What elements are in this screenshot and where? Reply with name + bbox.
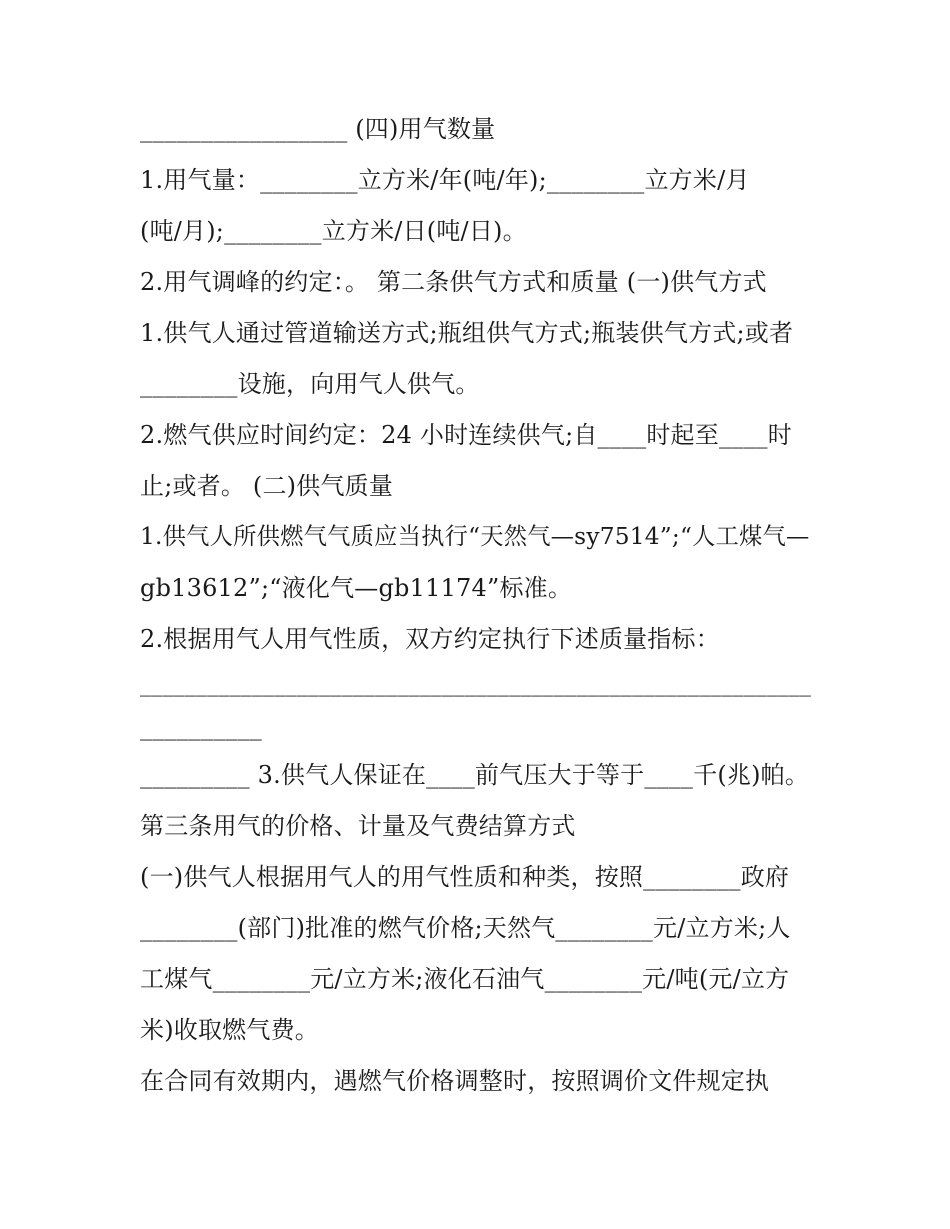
text-line: _________________ (四)用气数量 bbox=[140, 115, 496, 143]
text-line: 1.供气人所供燃气气质应当执行“天然气—sy7514”;“人工煤气— bbox=[140, 523, 810, 550]
text-line: 2.用气调峰的约定：。 第二条供气方式和质量 (一)供气方式 bbox=[140, 268, 767, 296]
text-line: 止;或者。 (二)供气质量 bbox=[140, 472, 394, 500]
text-line: 工煤气________元/立方米;液化石油气________元/吨(元/立方 bbox=[140, 965, 790, 993]
text-line: 1.供气人通过管道输送方式;瓶组供气方式;瓶装供气方式;或者 bbox=[140, 319, 794, 347]
text-line: ________设施，向用气人供气。 bbox=[140, 370, 480, 398]
text-line: (一)供气人根据用气人的用气性质和种类，按照________政府 bbox=[140, 863, 790, 891]
text-line: 1.用气量：________立方米/年(吨/年);________立方米/月 bbox=[140, 166, 750, 194]
text-line: 米)收取燃气费。 bbox=[140, 1016, 319, 1044]
text-line: 2.根据用气人用气性质，双方约定执行下述质量指标： bbox=[140, 625, 720, 653]
text-line: __________ bbox=[140, 713, 262, 741]
text-line: (吨/月);________立方米/日(吨/日)。 bbox=[140, 217, 527, 245]
text-line: 第三条用气的价格、计量及气费结算方式 bbox=[140, 812, 576, 840]
text-line: ________(部门)批准的燃气价格;天然气________元/立方米;人 bbox=[140, 914, 791, 942]
text-line: _________ 3.供气人保证在____前气压大于等于____千(兆)帕。 bbox=[140, 761, 810, 789]
text-line: 在合同有效期内，遇燃气价格调整时，按照调价文件规定执 bbox=[140, 1067, 770, 1095]
text-line: gb13612”;“液化气—gb11174”标准。 bbox=[140, 574, 573, 602]
text-line: ____________________________________________________________ bbox=[140, 672, 812, 697]
text-line: 2.燃气供应时间约定：24 小时连续供气;自____时起至____时 bbox=[140, 421, 792, 449]
